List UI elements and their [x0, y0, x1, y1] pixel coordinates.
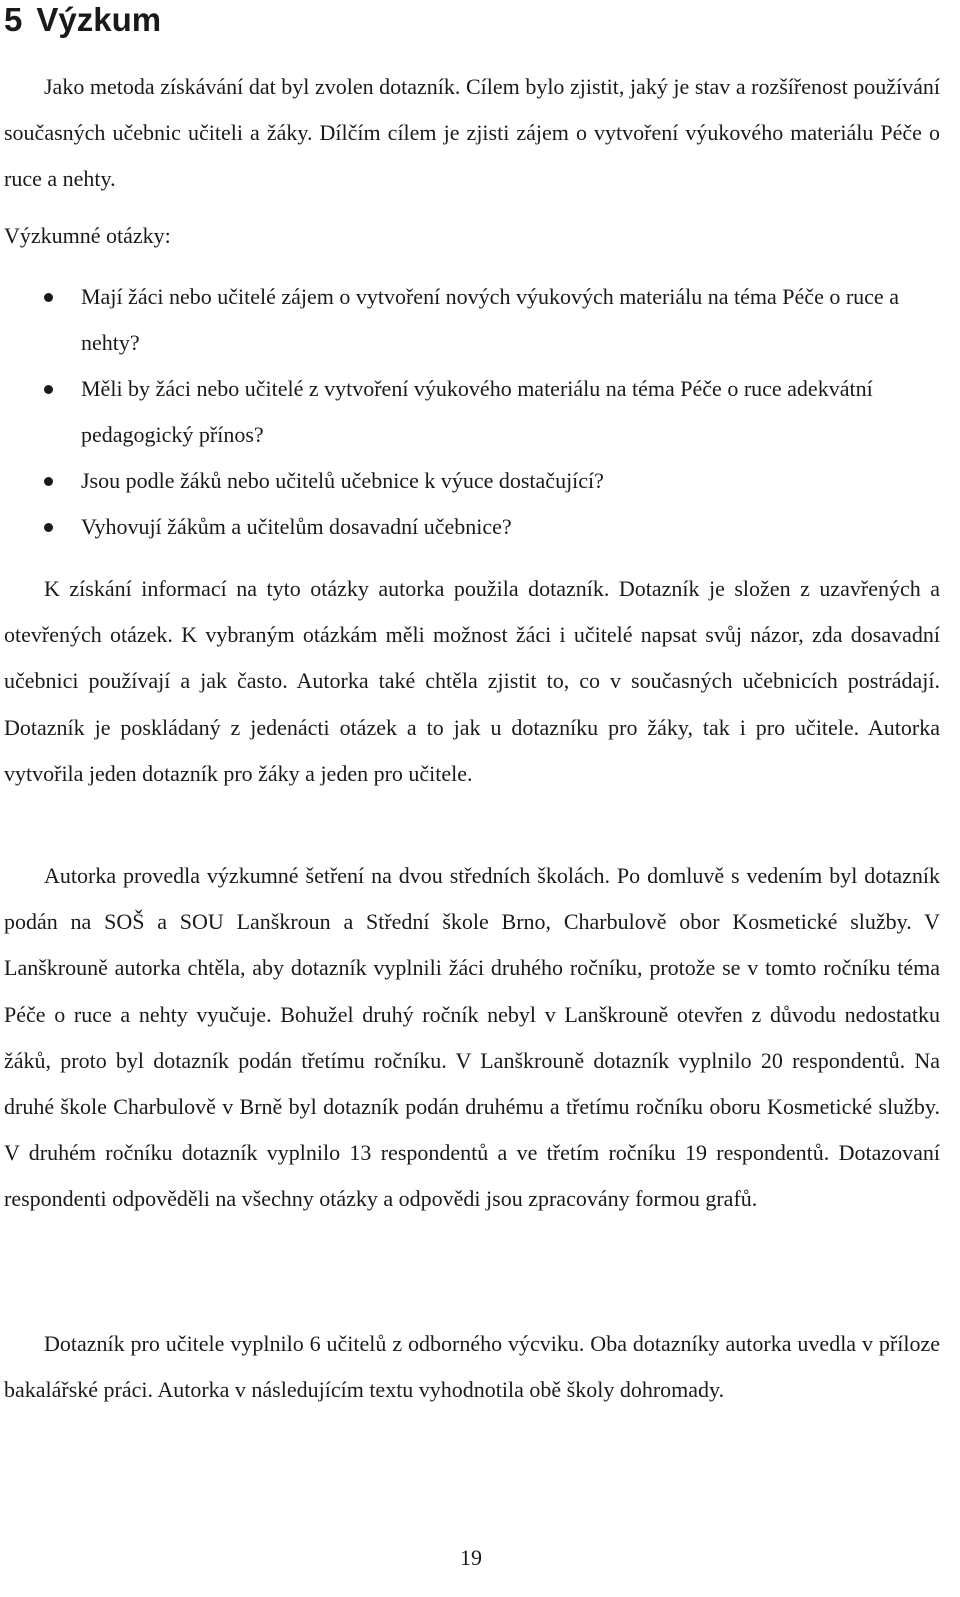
teachers-paragraph: Dotazník pro učitele vyplnilo 6 učitelů z odborného výcviku. Oba dotazníky autorka uvedla v příloze bakalářské práci. Autorka v následujícím textu vyhodnotila obě školy dohromady.: [4, 1331, 940, 1403]
research-questions-list: [0, 274, 940, 550]
question-text: Mají žáci nebo učitelé zájem o vytvoření nových výukových materiálu na téma Péče o ruce a nehty?: [81, 284, 899, 355]
method-paragraph: K získání informací na tyto otázky autorka použila dotazník. Dotazník je složen z uzavřených a otevřených otázek. K vybraným otázkám měli možnost žáci i učitelé napsat svůj názor, zda dosavadní učebnici používají a jak často. Autorka také chtěla zjistit to, co v současných učebnicích postrádají. Dotazník je poskládaný z jedenácti otázek a to jak u dotazníku pro žáky, tak i pro učitele. Autorka vytvořila jeden dotazník pro žáky a jeden pro učitele.: [4, 576, 940, 786]
bullet-icon: [44, 477, 53, 486]
question-text: Vyhovují žákům a učitelům dosavadní učebnice?: [81, 514, 512, 539]
intro-paragraph: Jako metoda získávání dat byl zvolen dotazník. Cílem bylo zjistit, jaký je stav a rozšířenost používání současných učebnic učiteli a žáky. Dílčím cílem je zjisti zájem o vytvoření výukového materiálu Péče o ruce a nehty.: [4, 74, 940, 192]
list-item: [0, 458, 940, 504]
survey-schools-paragraph: Autorka provedla výzkumné šetření na dvou středních školách. Po domluvě s vedením byl dotazník podán na SOŠ a SOU Lanškroun a Střední škole Brno, Charbulově obor Kosmetické služby. V Lanškrouně autorka chtěla, aby dotazník vyplnili žáci druhého ročníku, protože se v tomto ročníku téma Péče o ruce a nehty vyučuje. Bohužel druhý ročník nebyl v Lanškrouně otevřen z důvodu nedostatku žáků, proto byl dotazník podán třetímu ročníku. V Lanškrouně dotazník vyplnilo 20 respondentů. Na druhé škole Charbulově v Brně byl dotazník podán druhému a třetímu ročníku oboru Kosmetické služby. V druhém ročníku dotazník vyplnilo 13 respondentů a ve třetím ročníku 19 respondentů. Dotazovaní respondenti odpověděli na všechny otázky a odpovědi jsou zpracovány formou grafů.: [4, 863, 940, 1212]
bullet-icon: [44, 293, 53, 302]
list-item: [0, 504, 940, 550]
bullet-icon: [44, 523, 53, 532]
page-number: 19: [460, 1545, 482, 1570]
question-text: Jsou podle žáků nebo učitelů učebnice k výuce dostačující?: [81, 468, 604, 493]
bullet-icon: [44, 385, 53, 394]
section-title: Výzkum: [36, 1, 162, 38]
list-item: [0, 366, 940, 458]
section-number: 5: [4, 1, 23, 38]
list-item: [0, 274, 940, 366]
section-heading: [4, 0, 161, 40]
question-text: Měli by žáci nebo učitelé z vytvoření výukového materiálu na téma Péče o ruce adekvátní pedagogický přínos?: [81, 376, 873, 447]
questions-label: Výzkumné otázky:: [4, 223, 171, 248]
